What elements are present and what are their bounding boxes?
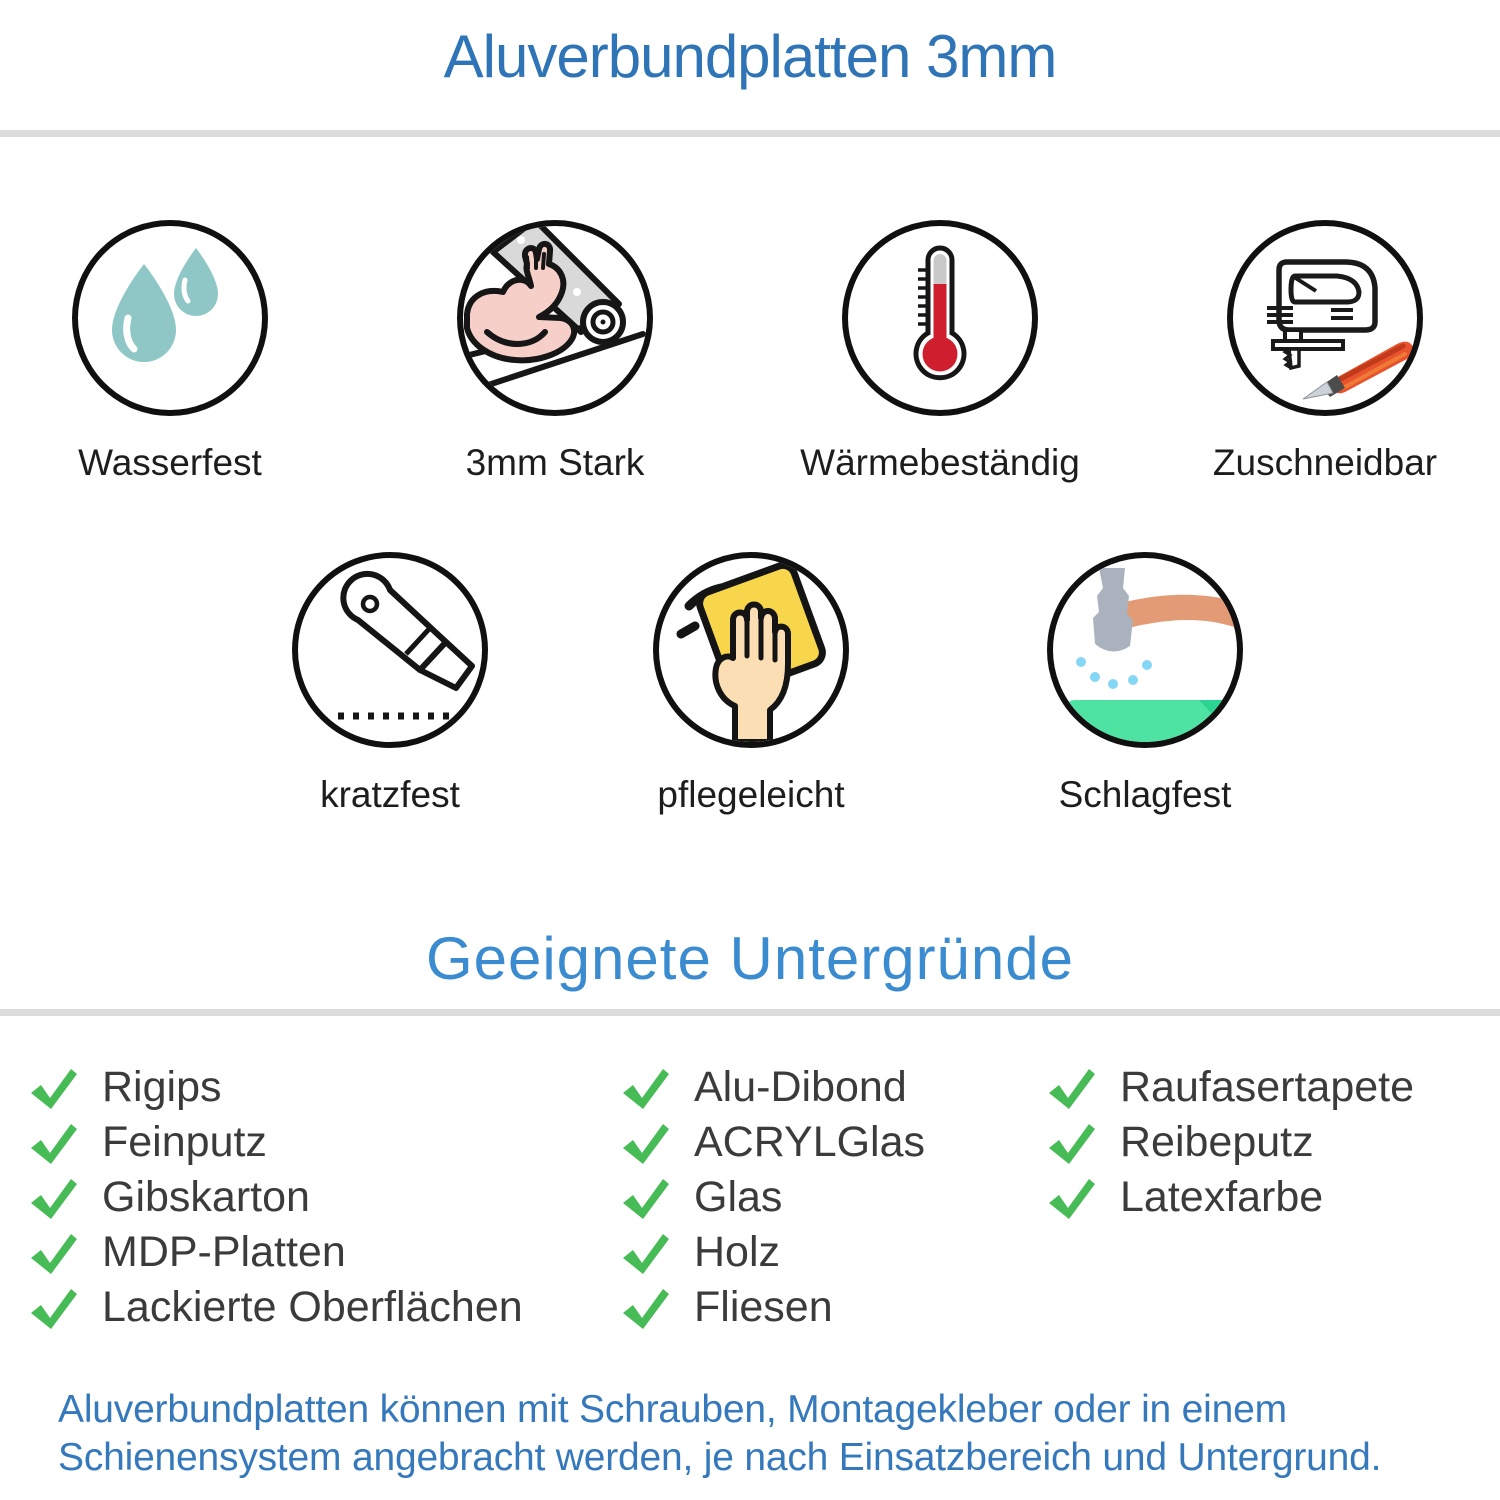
feature-circle <box>653 552 849 748</box>
feature-label: Schlagfest <box>1058 774 1232 815</box>
divider-top <box>0 130 1500 137</box>
substrate-item <box>620 1060 925 1115</box>
substrate-label: Alu-Dibond <box>694 1063 907 1111</box>
muscle-arm-icon <box>463 226 647 410</box>
feature-circle <box>72 220 268 416</box>
checkmark-icon <box>1046 1176 1096 1220</box>
substrate-label: Glas <box>694 1173 783 1221</box>
feature-label: pflegeleicht <box>657 774 845 815</box>
substrate-label: Rigips <box>102 1063 222 1111</box>
checkmark-icon <box>28 1066 78 1110</box>
checkmark-icon <box>28 1121 78 1165</box>
feature-waermebestaendig <box>800 220 1080 484</box>
substrate-label: MDP-Platten <box>102 1228 346 1276</box>
cleaning-hand-icon <box>659 558 843 742</box>
substrate-column-2 <box>620 1060 925 1335</box>
substrate-column-3 <box>1046 1060 1414 1225</box>
substrate-item <box>28 1060 523 1115</box>
substrate-label: Gibskarton <box>102 1173 310 1221</box>
mounting-note-line2: Schienensystem angebracht werden, je nach Einsatzbereich und Untergrund. <box>58 1436 1382 1479</box>
substrate-item <box>28 1225 523 1280</box>
substrate-item <box>28 1170 523 1225</box>
substrate-label: Holz <box>694 1228 781 1276</box>
checkmark-icon <box>620 1066 670 1110</box>
feature-pflegeleicht <box>653 552 849 816</box>
feature-circle <box>1047 552 1243 748</box>
feature-zuschneidbar <box>1212 220 1438 484</box>
features-row-2 <box>0 552 1500 816</box>
feature-circle <box>292 552 488 748</box>
feature-schlagfest <box>1047 552 1243 816</box>
checkmark-icon <box>620 1286 670 1330</box>
substrate-label: Feinputz <box>102 1118 267 1166</box>
substrate-item <box>620 1115 925 1170</box>
jigsaw-icon <box>1233 226 1417 410</box>
substrate-label: Latexfarbe <box>1120 1173 1324 1221</box>
substrate-item <box>620 1170 925 1225</box>
mounting-note-line1: Aluverbundplatten können mit Schrauben, Montagekleber oder in einem <box>58 1388 1287 1431</box>
feature-label: Zuschneidbar <box>1212 442 1438 483</box>
checkmark-icon <box>28 1231 78 1275</box>
checkmark-icon <box>620 1231 670 1275</box>
feature-label: kratzfest <box>320 774 460 815</box>
utility-knife-icon <box>298 558 482 742</box>
feature-label: Wasserfest <box>78 442 262 483</box>
substrate-item <box>28 1280 523 1335</box>
feature-label: 3mm Stark <box>465 442 645 483</box>
checkmark-icon <box>620 1121 670 1165</box>
substrate-item <box>620 1280 925 1335</box>
features-row-1 <box>0 220 1500 484</box>
feature-3mm-stark <box>457 220 653 484</box>
substrate-label: Reibeputz <box>1120 1118 1314 1166</box>
feature-label: Wärmebeständig <box>800 442 1080 483</box>
feature-wasserfest <box>72 220 268 484</box>
checkmark-icon <box>1046 1121 1096 1165</box>
checkmark-icon <box>28 1176 78 1220</box>
substrate-label: Raufasertapete <box>1120 1063 1415 1111</box>
page-title: Aluverbundplatten 3mm <box>443 23 1057 90</box>
feature-circle <box>457 220 653 416</box>
substrate-item <box>1046 1115 1414 1170</box>
feature-circle <box>1227 220 1423 416</box>
feature-circle <box>842 220 1038 416</box>
substrate-label: Fliesen <box>694 1283 833 1331</box>
substrate-item <box>1046 1060 1414 1115</box>
hammer-icon <box>1053 558 1237 742</box>
substrate-label: Lackierte Oberflächen <box>102 1283 523 1331</box>
substrate-column-1 <box>28 1060 523 1335</box>
thermometer-icon <box>848 226 1032 410</box>
substrate-item <box>1046 1170 1414 1225</box>
feature-kratzfest <box>292 552 488 816</box>
section-title-untergruende: Geeignete Untergründe <box>425 925 1075 992</box>
divider-bottom <box>0 1009 1500 1016</box>
checkmark-icon <box>620 1176 670 1220</box>
checkmark-icon <box>28 1286 78 1330</box>
substrate-item <box>28 1115 523 1170</box>
mounting-note <box>58 1386 1381 1482</box>
substrate-item <box>620 1225 925 1280</box>
substrate-label: ACRYLGlas <box>694 1118 926 1166</box>
water-drops-icon <box>78 226 262 410</box>
checkmark-icon <box>1046 1066 1096 1110</box>
